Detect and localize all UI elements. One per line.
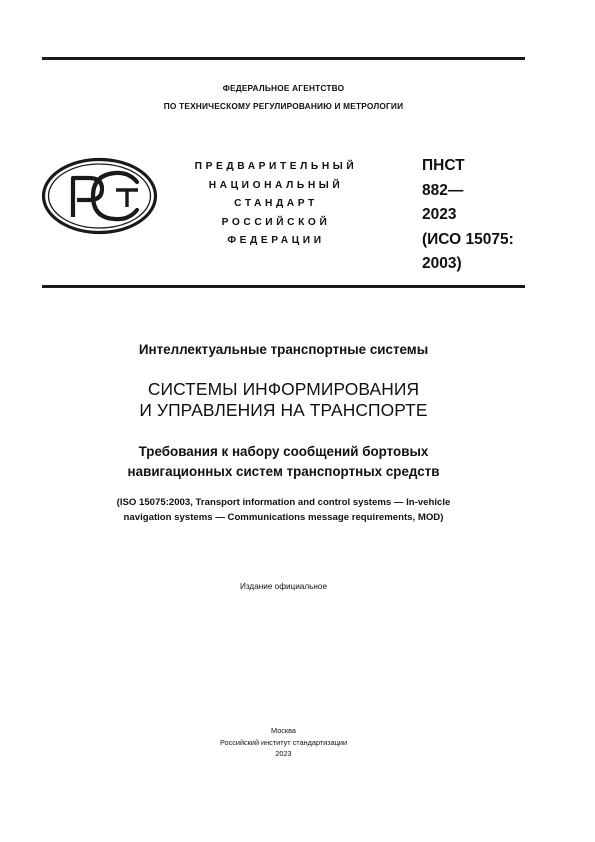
standard-number-line: (ИСО 15075:	[422, 230, 514, 248]
main-title	[42, 379, 525, 421]
agency-name-line1: ФЕДЕРАЛЬНОЕ АГЕНТСТВО	[222, 83, 345, 93]
standard-type-line: НАЦИОНАЛЬНЫЙ	[208, 179, 344, 191]
imprint	[42, 725, 525, 760]
iso-reference-line: navigation systems — Communications message requirements, MOD)	[123, 511, 444, 523]
gost-r-emblem-icon	[41, 157, 158, 235]
official-edition-label: Издание официальное	[239, 582, 328, 591]
imprint-publisher: Российский институт стандартизации	[219, 737, 348, 747]
imprint-city: Москва	[271, 726, 296, 735]
standard-type-block	[176, 158, 376, 251]
standard-type-line: ФЕДЕРАЦИИ	[227, 235, 325, 247]
standard-number-line: 2003)	[422, 255, 462, 272]
middle-rule	[42, 285, 525, 288]
main-title-line: И УПРАВЛЕНИЯ НА ТРАНСПОРТЕ	[139, 400, 428, 420]
standard-number-line: 882—	[422, 181, 464, 199]
main-title-line: СИСТЕМЫ ИНФОРМИРОВАНИЯ	[147, 379, 420, 399]
subtitle-line: навигационных систем транспортных средств	[127, 463, 440, 479]
iso-reference-line: (ISO 15075:2003, Transport information and control systems — In-vehicle	[116, 497, 451, 508]
standard-number-line: 2023	[422, 206, 457, 223]
standard-number-line: ПНСТ	[422, 157, 465, 174]
agency-name-line2: ПО ТЕХНИЧЕСКОМУ РЕГУЛИРОВАНИЮ И МЕТРОЛОГИИ	[163, 101, 404, 111]
standard-type-line: СТАНДАРТ	[234, 198, 318, 210]
standard-number-block	[422, 154, 532, 277]
top-rule	[42, 57, 525, 60]
standard-type-line: РОССИЙСКОЙ	[221, 216, 331, 228]
subtitle-line: Требования к набору сообщений бортовых	[138, 444, 429, 459]
iso-reference	[42, 496, 525, 525]
standard-type-line: ПРЕДВАРИТЕЛЬНЫЙ	[194, 161, 358, 172]
imprint-year: 2023	[275, 749, 292, 758]
series-title: Интеллектуальные транспортные системы	[138, 342, 429, 357]
subtitle	[42, 442, 525, 481]
